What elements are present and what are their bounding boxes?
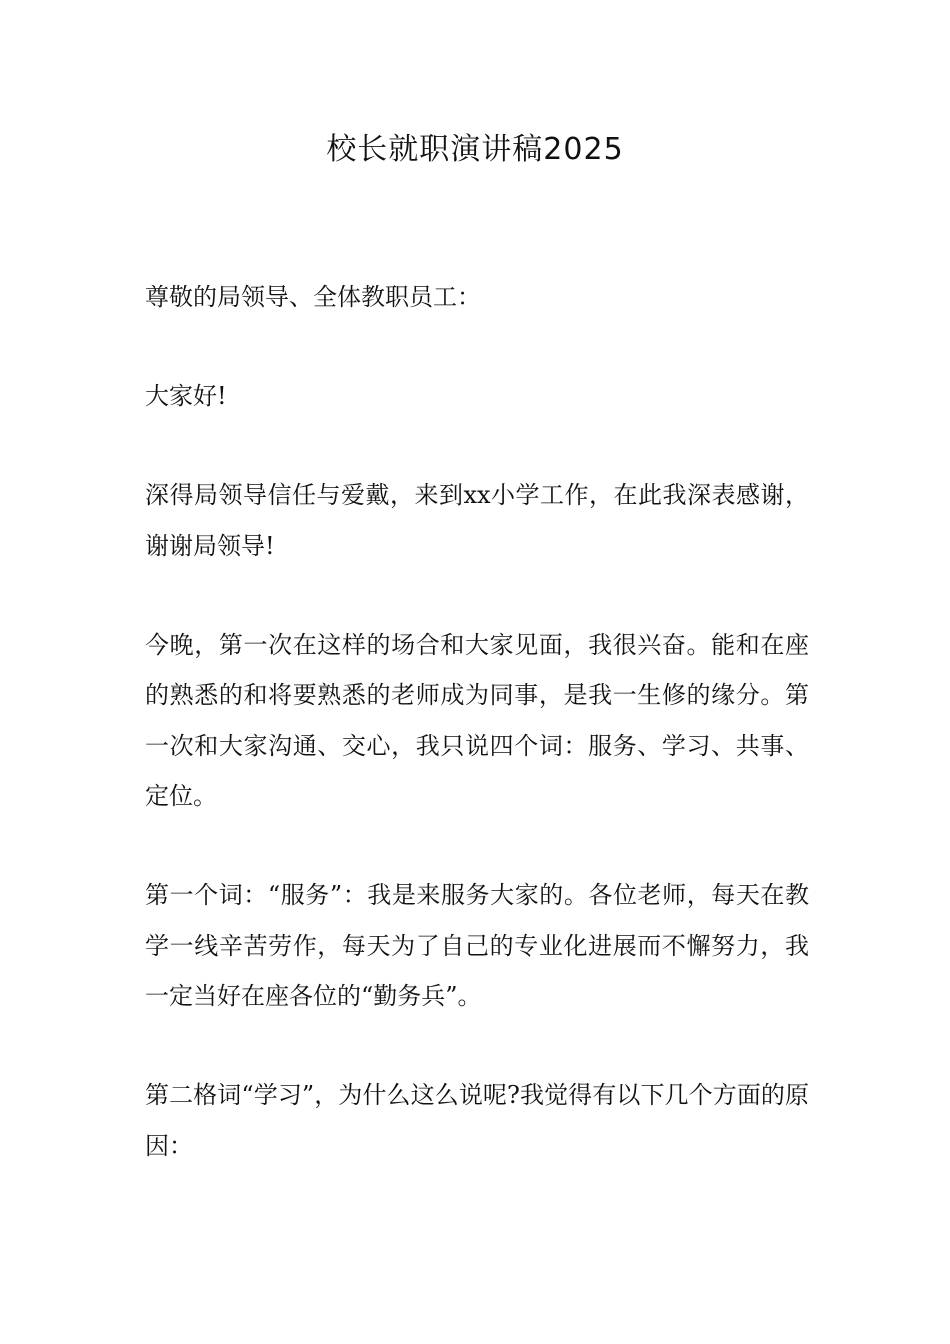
- thanks-paragraph: 深得局领导信任与爱戴，来到xx小学工作，在此我深表感谢，谢谢局领导!: [145, 481, 809, 560]
- introduction-paragraph: 今晚，第一次在这样的场合和大家见面，我很兴奋。能和在座的熟悉的和将要熟悉的老师成为同事，是我一生修的缘分。第一次和大家沟通、交心，我只说四个词：服务、学习、共事、定位。: [145, 630, 809, 810]
- document-title: 校长就职演讲稿2025: [326, 132, 624, 167]
- document-body: [145, 272, 809, 1220]
- learning-paragraph: 第二格词“学习”，为什么这么说呢?我觉得有以下几个方面的原因：: [145, 1081, 809, 1160]
- greeting-paragraph: 大家好!: [145, 382, 227, 410]
- salutation-paragraph: 尊敬的局领导、全体教职员工：: [145, 283, 481, 311]
- service-paragraph: 第一个词：“服务”：我是来服务大家的。各位老师，每天在教学一线辛苦劳作，每天为了自己的专业化进展而不懈努力，我一定当好在座各位的“勤务兵”。: [145, 881, 809, 1010]
